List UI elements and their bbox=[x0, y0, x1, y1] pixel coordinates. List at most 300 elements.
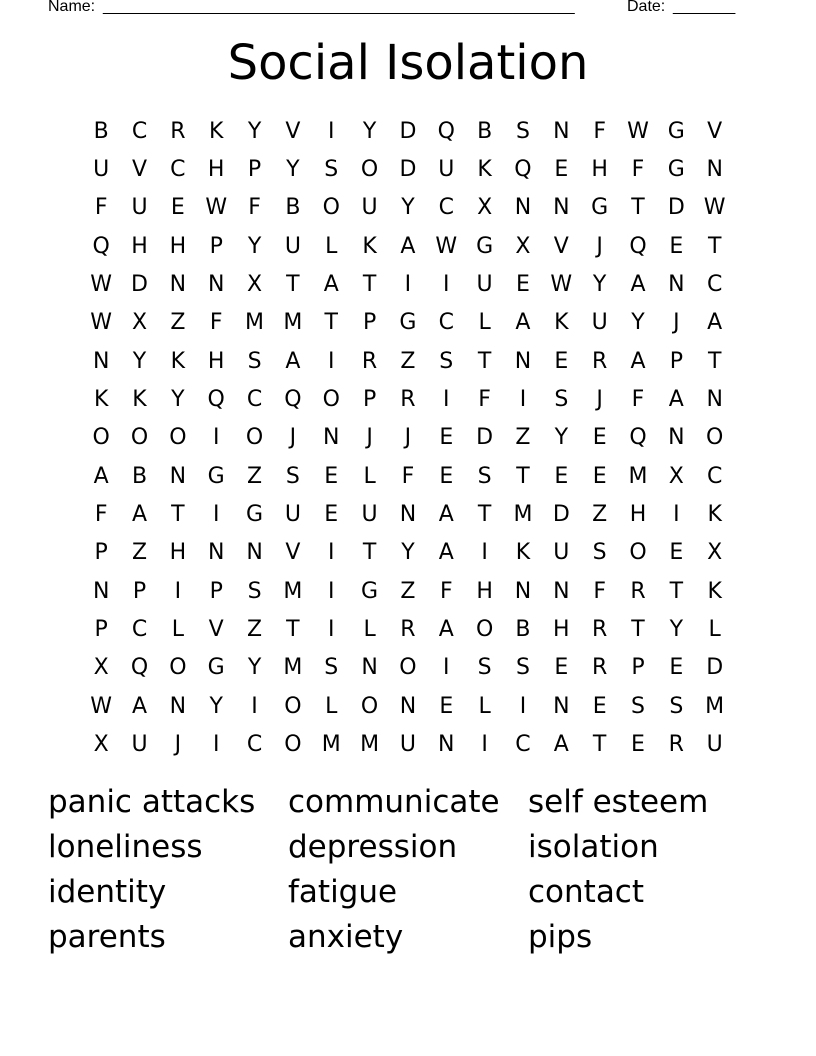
grid-letter: N bbox=[553, 693, 570, 719]
grid-letter: C bbox=[131, 118, 148, 144]
grid-letter: U bbox=[284, 502, 301, 528]
grid-letter: E bbox=[516, 272, 530, 298]
grid-letter: I bbox=[174, 578, 182, 604]
grid-letter: V bbox=[285, 540, 301, 566]
grid-letter: E bbox=[439, 463, 454, 489]
grid-letter: W bbox=[627, 118, 649, 144]
grid-letter: Y bbox=[554, 425, 569, 451]
grid-letter: U bbox=[361, 195, 378, 221]
grid-letter: D bbox=[131, 272, 148, 298]
grid-letter: V bbox=[707, 118, 723, 144]
grid-letter: H bbox=[207, 157, 225, 183]
grid-letter: O bbox=[629, 540, 647, 566]
page-title: Social Isolation bbox=[227, 35, 589, 91]
grid-letter: K bbox=[362, 233, 377, 259]
grid-letter: O bbox=[322, 387, 340, 413]
grid-letter: T bbox=[286, 617, 300, 643]
grid-letter: W bbox=[550, 272, 573, 298]
grid-letter: T bbox=[631, 617, 645, 643]
grid-letter: Q bbox=[130, 655, 149, 681]
grid-letter: Y bbox=[286, 157, 300, 183]
word-list-item: isolation bbox=[528, 829, 659, 865]
grid-letter: G bbox=[667, 118, 685, 144]
grid-letter: P bbox=[94, 617, 108, 643]
grid-letter: S bbox=[285, 463, 300, 489]
grid-letter: G bbox=[591, 195, 609, 221]
grid-letter: E bbox=[669, 540, 684, 566]
word-list-item: panic attacks bbox=[48, 784, 256, 820]
grid-letter: J bbox=[366, 425, 373, 451]
grid-letter: P bbox=[94, 540, 108, 566]
grid-letter: I bbox=[673, 502, 680, 528]
grid-letter: M bbox=[360, 732, 380, 758]
grid-letter: E bbox=[439, 693, 454, 719]
grid-letter: E bbox=[669, 233, 684, 259]
grid-letter: F bbox=[248, 195, 261, 221]
grid-letter: K bbox=[554, 310, 569, 336]
grid-letter: Z bbox=[131, 540, 148, 566]
grid-letter: Y bbox=[247, 655, 262, 681]
grid-letter: G bbox=[207, 655, 225, 681]
grid-letter: S bbox=[439, 348, 454, 374]
grid-letter: W bbox=[90, 272, 113, 298]
grid-letter: H bbox=[591, 157, 608, 183]
word-list-item: depression bbox=[288, 829, 458, 865]
grid-letter: X bbox=[707, 540, 723, 566]
grid-letter: A bbox=[630, 348, 646, 374]
grid-letter: S bbox=[324, 655, 339, 681]
grid-letter: Z bbox=[592, 502, 608, 528]
grid-letter: G bbox=[667, 157, 685, 183]
grid-letter: T bbox=[669, 578, 684, 604]
grid-letter: X bbox=[247, 272, 263, 298]
grid-letter: T bbox=[592, 732, 607, 758]
grid-letter: E bbox=[554, 157, 569, 183]
grid-letter: P bbox=[362, 387, 377, 413]
grid-letter: I bbox=[251, 693, 258, 719]
grid-letter: C bbox=[246, 387, 263, 413]
grid-letter: G bbox=[361, 578, 379, 604]
grid-letter: N bbox=[438, 732, 455, 758]
grid-letter: A bbox=[131, 693, 148, 719]
grid-letter: P bbox=[209, 578, 223, 604]
grid-letter: W bbox=[90, 310, 113, 336]
grid-letter: A bbox=[707, 310, 723, 336]
grid-letter: L bbox=[708, 617, 721, 643]
grid-letter: Q bbox=[514, 157, 532, 183]
grid-letter: O bbox=[284, 732, 302, 758]
grid-letter: S bbox=[477, 655, 492, 681]
grid-letter: Q bbox=[207, 387, 225, 413]
grid-letter: K bbox=[707, 502, 722, 528]
grid-letter: Q bbox=[629, 233, 647, 259]
grid-letter: A bbox=[131, 502, 148, 528]
grid-letter: T bbox=[516, 463, 530, 489]
grid-letter: M bbox=[628, 463, 648, 489]
grid-letter: X bbox=[131, 310, 148, 336]
grid-letter: N bbox=[169, 693, 187, 719]
grid-letter: A bbox=[400, 233, 416, 259]
grid-letter: F bbox=[478, 387, 491, 413]
grid-letter: L bbox=[363, 617, 376, 643]
grid-letter: V bbox=[553, 233, 569, 259]
grid-letter: P bbox=[209, 233, 223, 259]
word-list-item: fatigue bbox=[288, 874, 398, 910]
grid-letter: O bbox=[399, 655, 417, 681]
grid-letter: W bbox=[205, 195, 228, 221]
grid-letter: U bbox=[476, 272, 493, 298]
grid-letter: N bbox=[323, 425, 340, 451]
grid-letter: K bbox=[707, 578, 722, 604]
grid-letter: M bbox=[513, 502, 533, 528]
grid-letter: W bbox=[703, 195, 726, 221]
grid-letter: U bbox=[706, 732, 723, 758]
word-list-item: loneliness bbox=[48, 829, 203, 865]
grid-letter: C bbox=[515, 732, 531, 758]
word-list-item: pips bbox=[528, 919, 593, 955]
grid-letter: I bbox=[212, 732, 220, 758]
grid-letter: N bbox=[553, 118, 570, 144]
grid-letter: G bbox=[207, 463, 225, 489]
grid-letter: B bbox=[515, 617, 531, 643]
grid-letter: R bbox=[400, 617, 416, 643]
grid-letter: F bbox=[631, 157, 645, 183]
grid-letter: G bbox=[399, 310, 417, 336]
grid-letter: T bbox=[362, 540, 377, 566]
grid-letter: M bbox=[283, 310, 303, 336]
grid-letter: U bbox=[93, 157, 110, 183]
grid-letter: Y bbox=[171, 387, 185, 413]
grid-letter: U bbox=[131, 732, 148, 758]
grid-letter: E bbox=[592, 693, 607, 719]
grid-letter: X bbox=[93, 655, 109, 681]
grid-letter: E bbox=[669, 655, 684, 681]
grid-letter: O bbox=[706, 425, 724, 451]
grid-letter: J bbox=[404, 425, 412, 451]
grid-letter: H bbox=[169, 233, 187, 259]
grid-letter: S bbox=[669, 693, 684, 719]
grid-letter: Y bbox=[401, 540, 415, 566]
grid-letter: S bbox=[515, 655, 530, 681]
grid-letter: C bbox=[438, 310, 454, 336]
grid-letter: O bbox=[360, 157, 379, 183]
grid-letter: J bbox=[289, 425, 297, 451]
grid-letter: M bbox=[283, 578, 303, 604]
word-list-item: anxiety bbox=[288, 919, 404, 955]
grid-letter: Z bbox=[400, 348, 416, 374]
name-label: Name: bbox=[48, 0, 96, 15]
grid-letter: V bbox=[131, 157, 148, 183]
grid-letter: A bbox=[438, 540, 454, 566]
grid-letter: A bbox=[515, 310, 531, 336]
grid-letter: I bbox=[327, 118, 335, 144]
grid-letter: N bbox=[514, 348, 532, 374]
grid-letter: S bbox=[515, 118, 530, 144]
grid-letter: E bbox=[554, 655, 569, 681]
grid-letter: A bbox=[438, 502, 454, 528]
word-list bbox=[48, 780, 768, 960]
name-blank-line: _____________________________________________________ bbox=[103, 0, 575, 15]
grid-letter: Z bbox=[515, 425, 531, 451]
grid-letter: L bbox=[171, 617, 184, 643]
grid-letter: L bbox=[478, 693, 491, 719]
grid-letter: E bbox=[439, 425, 454, 451]
grid-letter: I bbox=[519, 387, 527, 413]
grid-letter: O bbox=[169, 655, 187, 681]
grid-letter: Z bbox=[247, 463, 263, 489]
grid-letter: S bbox=[247, 578, 262, 604]
grid-letter: N bbox=[399, 693, 417, 719]
grid-letter: N bbox=[92, 578, 110, 604]
grid-letter: P bbox=[631, 655, 645, 681]
grid-letter: A bbox=[438, 617, 454, 643]
grid-letter: Q bbox=[437, 118, 455, 144]
grid-letter: F bbox=[94, 195, 108, 221]
grid-letter: V bbox=[285, 118, 301, 144]
grid-letter: U bbox=[361, 502, 378, 528]
grid-letter: N bbox=[361, 655, 378, 681]
grid-letter: Y bbox=[592, 272, 607, 298]
word-list-item: parents bbox=[48, 919, 166, 955]
grid-letter: J bbox=[596, 233, 603, 259]
grid-letter: C bbox=[706, 272, 723, 298]
word-list-item: self esteem bbox=[528, 784, 709, 820]
grid-letter: T bbox=[286, 272, 300, 298]
grid-letter: Y bbox=[209, 693, 223, 719]
grid-letter: K bbox=[515, 540, 531, 566]
grid-letter: Z bbox=[170, 310, 186, 336]
grid-letter: N bbox=[668, 425, 685, 451]
grid-letter: T bbox=[171, 502, 185, 528]
grid-letter: Y bbox=[247, 118, 262, 144]
grid-letter: F bbox=[631, 387, 645, 413]
grid-letter: D bbox=[667, 195, 685, 221]
grid-letter: N bbox=[169, 272, 187, 298]
grid-letter: N bbox=[207, 272, 225, 298]
grid-letter: I bbox=[327, 348, 335, 374]
grid-letter: X bbox=[515, 233, 531, 259]
grid-letter: P bbox=[132, 578, 147, 604]
grid-letter: N bbox=[92, 348, 110, 374]
header bbox=[0, 0, 816, 20]
grid-letter: Y bbox=[401, 195, 415, 221]
grid-letter: Y bbox=[132, 348, 147, 374]
grid-letter: F bbox=[593, 118, 606, 144]
grid-letter: T bbox=[477, 348, 492, 374]
grid-letter: U bbox=[591, 310, 608, 336]
grid-letter: C bbox=[170, 157, 186, 183]
grid-letter: Y bbox=[631, 310, 645, 336]
grid-letter: N bbox=[514, 578, 532, 604]
grid-letter: A bbox=[323, 272, 339, 298]
grid-letter: K bbox=[477, 157, 492, 183]
grid-letter: E bbox=[554, 463, 569, 489]
grid-letter: S bbox=[247, 348, 262, 374]
grid-letter: P bbox=[362, 310, 377, 336]
grid-letter: E bbox=[324, 463, 339, 489]
grid-letter: B bbox=[477, 118, 493, 144]
grid-letter: R bbox=[591, 617, 608, 643]
grid-letter: U bbox=[553, 540, 570, 566]
grid-letter: C bbox=[706, 463, 723, 489]
grid-letter: F bbox=[593, 578, 606, 604]
grid-letter: A bbox=[630, 272, 646, 298]
grid-letter: S bbox=[324, 157, 339, 183]
grid-letter: I bbox=[327, 617, 335, 643]
grid-letter: P bbox=[247, 157, 262, 183]
grid-letter: B bbox=[131, 463, 148, 489]
grid-letter: Y bbox=[362, 118, 377, 144]
grid-letter: Q bbox=[92, 233, 110, 259]
grid-letter: F bbox=[401, 463, 415, 489]
grid-letter: C bbox=[246, 732, 263, 758]
grid-letter: N bbox=[514, 195, 532, 221]
grid-letter: Y bbox=[669, 617, 684, 643]
grid-letter: A bbox=[668, 387, 684, 413]
grid-letter: O bbox=[322, 195, 340, 221]
grid-letter: X bbox=[93, 732, 109, 758]
grid-letter: E bbox=[170, 195, 185, 221]
grid-letter: M bbox=[321, 732, 341, 758]
grid-letter: E bbox=[324, 502, 339, 528]
grid-letter: O bbox=[130, 425, 149, 451]
grid-letter: A bbox=[285, 348, 301, 374]
grid-letter: K bbox=[93, 387, 109, 413]
grid-letter: F bbox=[439, 578, 453, 604]
grid-letter: Q bbox=[629, 425, 647, 451]
grid-letter: S bbox=[631, 693, 645, 719]
grid-letter: I bbox=[212, 502, 220, 528]
grid-letter: A bbox=[553, 732, 569, 758]
grid-letter: I bbox=[404, 272, 412, 298]
word-list-item: communicate bbox=[288, 784, 500, 820]
grid-letter: N bbox=[207, 540, 225, 566]
grid-letter: I bbox=[481, 540, 488, 566]
grid-letter: N bbox=[246, 540, 263, 566]
grid-letter: C bbox=[131, 617, 148, 643]
grid-letter: Z bbox=[247, 617, 263, 643]
grid-letter: F bbox=[94, 502, 108, 528]
grid-letter: T bbox=[707, 233, 722, 259]
grid-letter: I bbox=[443, 272, 450, 298]
grid-letter: M bbox=[245, 310, 265, 336]
grid-letter: N bbox=[553, 195, 570, 221]
grid-letter: T bbox=[362, 272, 377, 298]
grid-letter: O bbox=[92, 425, 110, 451]
grid-letter: M bbox=[705, 693, 725, 719]
grid-letter: B bbox=[285, 195, 301, 221]
grid-letter: X bbox=[668, 463, 684, 489]
grid-letter: J bbox=[596, 387, 603, 413]
grid-letter: Z bbox=[400, 578, 416, 604]
grid-letter: N bbox=[553, 578, 570, 604]
grid-letter: I bbox=[519, 693, 527, 719]
grid-letter: H bbox=[131, 233, 148, 259]
grid-letter: V bbox=[208, 617, 224, 643]
grid-letter: T bbox=[324, 310, 338, 336]
grid-letter: D bbox=[552, 502, 570, 528]
grid-letter: N bbox=[706, 387, 723, 413]
grid-letter: W bbox=[435, 233, 458, 259]
date-label: Date: bbox=[627, 0, 666, 15]
grid-letter: R bbox=[170, 118, 186, 144]
grid-letter: O bbox=[475, 617, 494, 643]
grid-letter: G bbox=[476, 233, 494, 259]
grid-letter: I bbox=[212, 425, 220, 451]
grid-letter: K bbox=[170, 348, 186, 374]
grid-letter: M bbox=[283, 655, 303, 681]
grid-letter: C bbox=[438, 195, 454, 221]
grid-letter: I bbox=[443, 387, 450, 413]
grid-letter: O bbox=[169, 425, 187, 451]
grid-letter: B bbox=[93, 118, 109, 144]
grid-letter: I bbox=[443, 655, 450, 681]
grid-letter: Y bbox=[247, 233, 262, 259]
grid-letter: O bbox=[360, 693, 379, 719]
grid-letter: D bbox=[476, 425, 494, 451]
grid-letter: N bbox=[399, 502, 417, 528]
grid-letter: L bbox=[478, 310, 491, 336]
word-list-item: identity bbox=[48, 874, 167, 910]
grid-letter: S bbox=[477, 463, 492, 489]
grid-letter: T bbox=[631, 195, 645, 221]
grid-letter: T bbox=[477, 502, 492, 528]
grid-letter: R bbox=[361, 348, 378, 374]
grid-letter: E bbox=[592, 463, 607, 489]
grid-letter: U bbox=[438, 157, 455, 183]
grid-letter: U bbox=[399, 732, 416, 758]
grid-letter: N bbox=[668, 272, 685, 298]
grid-letter: U bbox=[131, 195, 148, 221]
grid-letter: D bbox=[706, 655, 724, 681]
grid-letter: R bbox=[630, 578, 646, 604]
grid-letter: H bbox=[476, 578, 493, 604]
grid-letter: E bbox=[631, 732, 645, 758]
grid-letter: R bbox=[591, 348, 608, 374]
word-list-item: contact bbox=[528, 874, 645, 910]
grid-letter: K bbox=[208, 118, 224, 144]
grid-letter: A bbox=[93, 463, 109, 489]
grid-letter: L bbox=[363, 463, 376, 489]
grid-letter: R bbox=[400, 387, 416, 413]
grid-letter: Q bbox=[284, 387, 302, 413]
grid-letter: I bbox=[481, 732, 488, 758]
grid-letter: R bbox=[668, 732, 684, 758]
grid-letter: U bbox=[284, 233, 301, 259]
grid-letter: L bbox=[325, 233, 338, 259]
grid-letter: F bbox=[209, 310, 223, 336]
grid-letter: D bbox=[399, 118, 417, 144]
grid-letter: S bbox=[554, 387, 569, 413]
grid-letter: E bbox=[554, 348, 569, 374]
grid-letter: E bbox=[592, 425, 607, 451]
grid-letter: H bbox=[207, 348, 225, 374]
grid-letter: W bbox=[90, 693, 113, 719]
grid-letter: I bbox=[327, 578, 335, 604]
grid-letter: X bbox=[477, 195, 493, 221]
grid-letter: J bbox=[673, 310, 680, 336]
grid-letter: H bbox=[169, 540, 187, 566]
grid-letter: N bbox=[706, 157, 723, 183]
word-search-grid bbox=[82, 112, 734, 764]
grid-letter: R bbox=[591, 655, 608, 681]
grid-letter: O bbox=[284, 693, 302, 719]
grid-letter: K bbox=[132, 387, 147, 413]
grid-letter: L bbox=[325, 693, 338, 719]
grid-letter: N bbox=[169, 463, 187, 489]
date-blank-line: _______ bbox=[673, 0, 736, 15]
grid-letter: H bbox=[553, 617, 570, 643]
